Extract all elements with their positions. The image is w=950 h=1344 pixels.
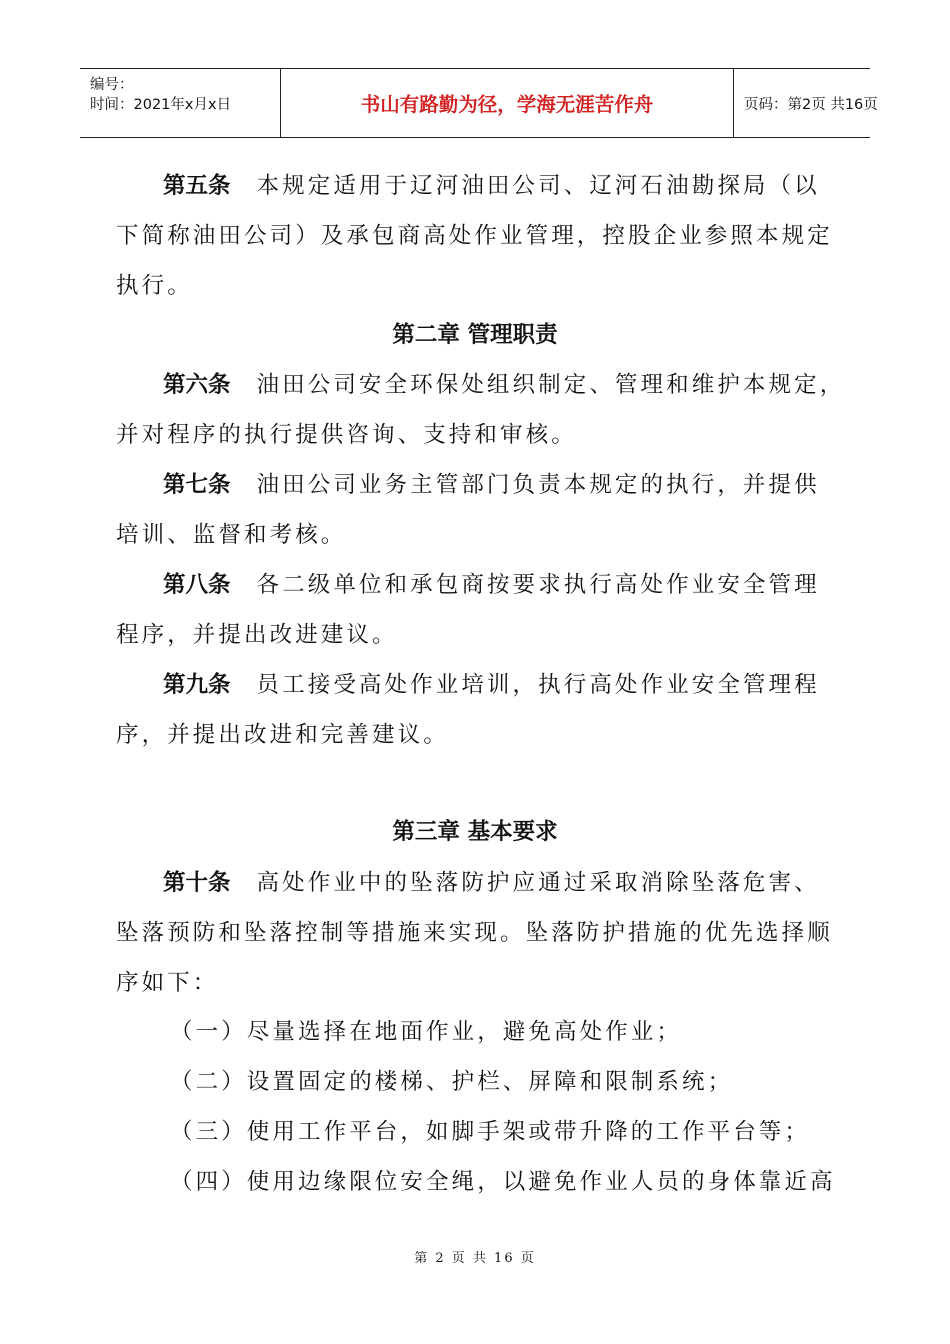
article-10-line-3: 序如下： xyxy=(116,970,219,996)
article-9-line-1: 第九条 员工接受高处作业培训，执行高处作业安全管理程 xyxy=(163,672,820,698)
article-5-line-3: 执行。 xyxy=(116,273,193,299)
article-6-label: 第六条 xyxy=(163,372,231,398)
article-10-label: 第十条 xyxy=(163,870,231,896)
article-8-label: 第八条 xyxy=(163,572,231,598)
motto: 书山有路勤为径，学海无涯苦作舟 xyxy=(281,69,734,137)
article-5-line-1: 第五条 本规定适用于辽河油田公司、辽河石油勘探局（以 xyxy=(163,173,820,199)
article-5-label: 第五条 xyxy=(163,173,231,199)
header-meta-cell xyxy=(80,69,281,137)
article-8-line-2: 程序，并提出改进建议。 xyxy=(116,622,398,648)
article-9-label: 第九条 xyxy=(163,672,231,698)
time-label: 时间：2021年x月x日 xyxy=(90,97,232,113)
list-item-4: （四）使用边缘限位安全绳，以避免作业人员的身体靠近高 xyxy=(170,1169,836,1195)
article-5-line-2: 下简称油田公司）及承包商高处作业管理，控股企业参照本规定 xyxy=(116,223,833,249)
article-9-line-2: 序，并提出改进和完善建议。 xyxy=(116,722,449,748)
number-label: 编号： xyxy=(90,77,134,93)
article-6-line-1: 第六条 油田公司安全环保处组织制定、管理和维护本规定， xyxy=(163,372,846,398)
article-7-line-2: 培训、监督和考核。 xyxy=(116,522,347,548)
article-10-line-2: 坠落预防和坠落控制等措施来实现。坠落防护措施的优先选择顺 xyxy=(116,920,833,946)
list-item-1: （一）尽量选择在地面作业，避免高处作业； xyxy=(170,1019,683,1045)
chapter-3-heading: 第三章 基本要求 xyxy=(392,819,558,845)
chapter-2-heading: 第二章 管理职责 xyxy=(392,322,558,348)
page-footer: 第 2 页 共 16 页 xyxy=(414,1251,536,1266)
article-6-line-2: 并对程序的执行提供咨询、支持和审核。 xyxy=(116,422,577,448)
article-7-line-1: 第七条 油田公司业务主管部门负责本规定的执行，并提供 xyxy=(163,472,820,498)
list-item-3: （三）使用工作平台，如脚手架或带升降的工作平台等； xyxy=(170,1119,811,1145)
header-table xyxy=(80,68,878,138)
article-7-label: 第七条 xyxy=(163,472,231,498)
article-8-line-1: 第八条 各二级单位和承包商按要求执行高处作业安全管理 xyxy=(163,572,820,598)
article-10-line-1: 第十条 高处作业中的坠落防护应通过采取消除坠落危害、 xyxy=(163,870,820,896)
page-info: 页码：第2页 共16页 xyxy=(744,96,878,113)
list-item-2: （二）设置固定的楼梯、护栏、屏障和限制系统； xyxy=(170,1069,734,1095)
